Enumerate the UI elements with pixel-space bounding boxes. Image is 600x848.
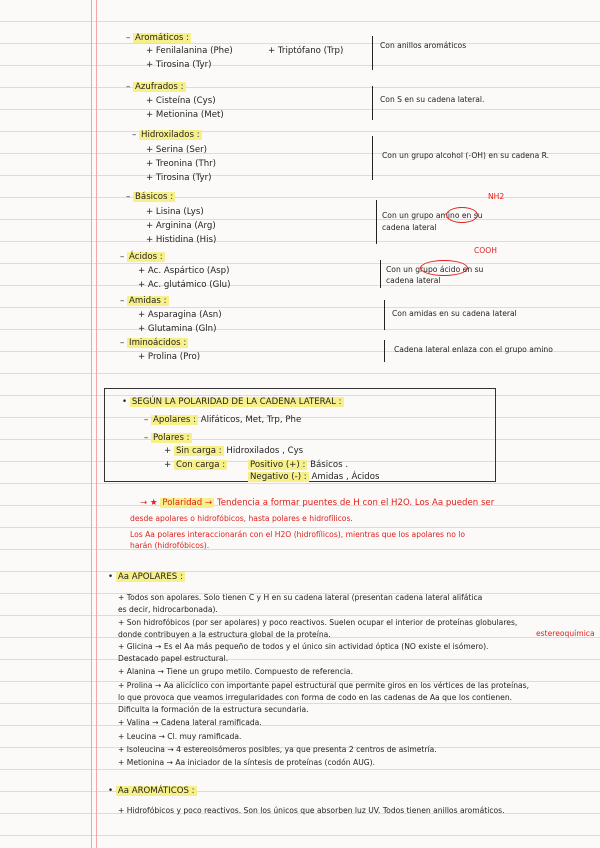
aa-serina: + Serina (Ser) bbox=[146, 145, 208, 155]
apolares-line-13: + Isoleucina → 4 estereoisómeros posibles, ya que presenta 2 centros de asimetría. bbox=[118, 745, 437, 754]
apolares-line-11: + Valina → Cadena lateral ramificada. bbox=[118, 718, 262, 727]
group-hidroxilados-title: – Hidroxilados : bbox=[132, 130, 200, 140]
polaridad-note-line4: harán (hidrofóbicos). bbox=[130, 541, 210, 550]
aa-triptofano: + Triptófano (Trp) bbox=[268, 46, 344, 56]
aa-histidina: + Histidina (His) bbox=[146, 235, 217, 245]
desc-aromaticos: Con anillos aromáticos bbox=[380, 41, 467, 50]
note-estereoquimica: estereoquímica bbox=[536, 629, 595, 638]
group-azufrados-title: – Azufrados : bbox=[126, 82, 184, 92]
positivo-line: Positivo (+) : Básicos . bbox=[250, 460, 349, 470]
brace-aromaticos bbox=[372, 36, 373, 70]
group-basicos-title: – Básicos : bbox=[126, 192, 174, 202]
negativo-line: Negativo (-) : Amidas , Ácidos bbox=[250, 472, 380, 482]
polarity-title: • SEGÚN LA POLARIDAD DE LA CADENA LATERAL : bbox=[122, 397, 342, 407]
desc-basicos-line1: Con un grupo amino en su bbox=[382, 211, 483, 220]
desc-amidas: Con amidas en su cadena lateral bbox=[392, 309, 517, 318]
desc-azufrados: Con S en su cadena lateral. bbox=[380, 95, 485, 104]
brace-amidas bbox=[384, 300, 385, 330]
aa-arginina: + Arginina (Arg) bbox=[146, 221, 216, 231]
group-iminoacidos-title: – Iminoácidos : bbox=[120, 338, 187, 348]
group-acidos-title: – Ácidos : bbox=[120, 252, 163, 262]
apolares-line-6: Destacado papel estructural. bbox=[118, 654, 229, 663]
apolares-line-8: + Prolina → Aa alicíclico con importante papel estructural que permite giros en los vértices de las proteínas, bbox=[118, 681, 530, 690]
sin-carga-line: + Sin carga : Hidroxilados , Cys bbox=[164, 446, 304, 456]
apolares-line-12: + Leucina → Cl. muy ramificada. bbox=[118, 732, 242, 741]
apolares-line-10: Dificulta la formación de la estructura secundaria. bbox=[118, 705, 309, 714]
apolares-line: – Apolares : Alifáticos, Met, Trp, Phe bbox=[144, 415, 302, 425]
aromaticos-line-1: + Hidrofóbicos y poco reactivos. Son los únicos que absorben luz UV. Todos tienen anillos aromáticos. bbox=[118, 806, 505, 815]
desc-hidroxilados: Con un grupo alcohol (-OH) en su cadena R. bbox=[382, 151, 550, 160]
aa-metionina: + Metionina (Met) bbox=[146, 110, 224, 120]
circle-amino bbox=[446, 207, 478, 223]
note-cooh: COOH bbox=[474, 246, 497, 255]
apolares-line-2: es decir, hidrocarbonada). bbox=[118, 605, 218, 614]
brace-hidroxilados bbox=[372, 136, 373, 180]
desc-acidos-line1: Con un grupo ácido en su bbox=[386, 265, 484, 274]
apolares-line-4: donde contribuyen a la estructura global de la proteína. bbox=[118, 630, 331, 639]
aa-tirosina-2: + Tirosina (Tyr) bbox=[146, 173, 212, 183]
aa-tirosina: + Tirosina (Tyr) bbox=[146, 60, 212, 70]
circle-acido bbox=[420, 260, 468, 276]
group-aromaticos-title: – Aromáticos : bbox=[126, 33, 189, 43]
aromaticos-section-title: • Aa AROMÁTICOS : bbox=[108, 786, 195, 796]
apolares-section-title: • Aa APOLARES : bbox=[108, 572, 183, 582]
aa-fenilalanina: + Fenilalanina (Phe) bbox=[146, 46, 233, 56]
aa-cisteina: + Cisteína (Cys) bbox=[146, 96, 216, 106]
group-amidas-title: – Amidas : bbox=[120, 296, 167, 306]
con-carga-line: + Con carga : bbox=[164, 460, 226, 470]
apolares-line-14: + Metionina → Aa iniciador de la síntesis de proteínas (codón AUG). bbox=[118, 758, 376, 767]
aa-prolina: + Prolina (Pro) bbox=[138, 352, 201, 362]
aa-asparagina: + Asparagina (Asn) bbox=[138, 310, 222, 320]
polaridad-note-line1: → ★ Polaridad → Tendencia a formar puentes de H con el H2O. Los Aa pueden ser bbox=[140, 498, 495, 508]
aa-ac-glutamico: + Ac. glutámico (Glu) bbox=[138, 280, 231, 290]
desc-iminoacidos: Cadena lateral enlaza con el grupo amino bbox=[394, 345, 553, 354]
apolares-line-9: lo que provoca que veamos irregularidades con forma de codo en las cadenas de Aa que los contienen. bbox=[118, 693, 513, 702]
aa-glutamina: + Glutamina (Gln) bbox=[138, 324, 217, 334]
polares-line: – Polares : bbox=[144, 433, 190, 443]
apolares-line-1: + Todos son apolares. Solo tienen C y H en su cadena lateral (presentan cadena lateral alifática bbox=[118, 593, 483, 602]
apolares-line-7: + Alanina → Tiene un grupo metilo. Compuesto de referencia. bbox=[118, 667, 353, 676]
desc-basicos-line2: cadena lateral bbox=[382, 223, 437, 232]
brace-azufrados bbox=[372, 86, 373, 120]
brace-iminoacidos bbox=[384, 340, 385, 362]
apolares-line-3: + Son hidrofóbicos (por ser apolares) y poco reactivos. Suelen ocupar el interior de proteínas globulares, bbox=[118, 618, 518, 627]
brace-basicos bbox=[376, 200, 377, 244]
note-nh2: NH2 bbox=[488, 192, 505, 201]
margin-line-2 bbox=[96, 0, 97, 848]
apolares-line-5: + Glicina → Es el Aa más pequeño de todos y el único sin actividad óptica (NO existe el isómero). bbox=[118, 642, 489, 651]
aa-ac-aspartico: + Ac. Aspártico (Asp) bbox=[138, 266, 230, 276]
polaridad-note-line3: Los Aa polares interaccionarán con el H2O (hidrofílicos), mientras que los apolares no lo bbox=[130, 530, 466, 539]
margin-line-1 bbox=[91, 0, 92, 848]
desc-acidos-line2: cadena lateral bbox=[386, 276, 441, 285]
brace-acidos bbox=[380, 260, 381, 288]
polaridad-note-line2: desde apolares o hidrofóbicos, hasta polares e hidrofílicos. bbox=[130, 514, 353, 523]
aa-lisina: + Lisina (Lys) bbox=[146, 207, 204, 217]
aa-treonina: + Treonina (Thr) bbox=[146, 159, 217, 169]
